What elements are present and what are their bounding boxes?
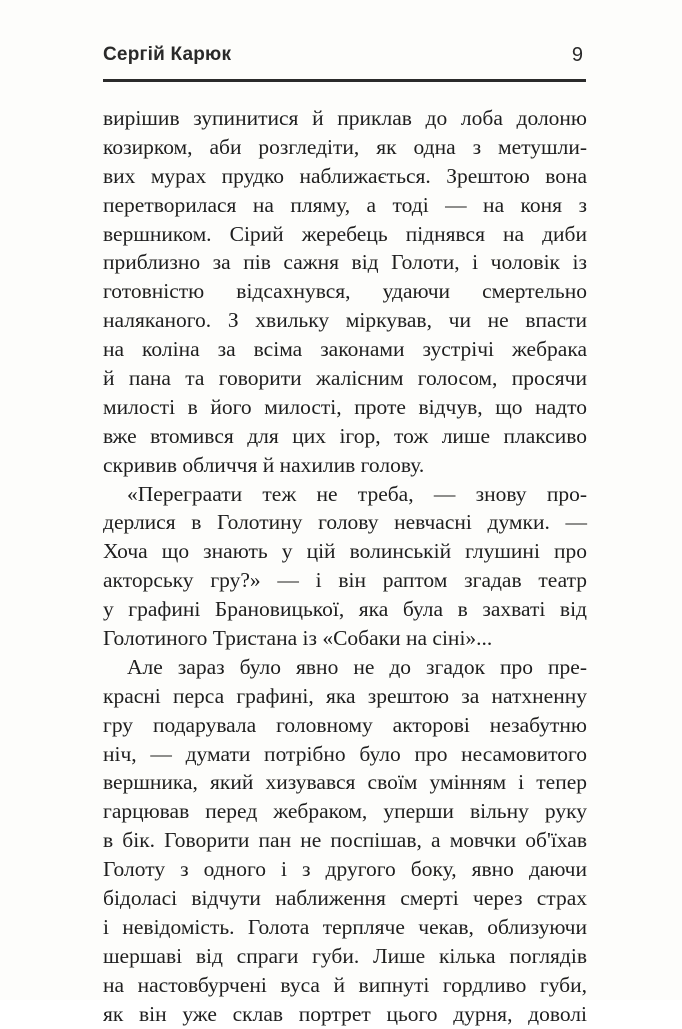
page-number: 9: [571, 44, 583, 66]
text-line: готовністю відсахнувся, удаючи смертельно: [103, 279, 587, 304]
text-line: вирішив зупинитися й приклав до лоба долоню: [103, 106, 587, 130]
text-line: бідоласі відчути наближення смерті через страх: [103, 886, 587, 911]
text-line: гарцював перед жебраком, уперши вільну руку: [103, 799, 587, 824]
text-line: козирком, аби розгледіти, як одна з метушли-: [103, 134, 587, 159]
body-text: [103, 104, 587, 1029]
text-line: Хоча що знають у цій волинській глушині про: [103, 539, 587, 564]
text-line: в бік. Говорити пан не поспішав, а мовчки об'їхав: [103, 828, 587, 853]
text-line: красні перса графині, яка зрештою за натхненну: [103, 683, 587, 708]
text-line: вих мурах прудко наближається. Зрештою вона: [103, 163, 587, 188]
text-line: й пана та говорити жалісним голосом, просячи: [103, 366, 587, 391]
header-rule: [103, 79, 586, 82]
paragraph: [103, 104, 587, 480]
text-line: акторську гру?» — і він раптом згадав театр: [103, 568, 587, 593]
text-line: милості в його милості, проте відчув, що надто: [103, 394, 587, 419]
text-line: шершаві від спраги губи. Лише кілька поглядів: [103, 943, 587, 968]
text-line: гру подарувала головному акторові незабутню: [103, 712, 587, 737]
text-line: вершника, який хизувався своїм умінням і тепер: [103, 770, 587, 795]
text-line: у графині Брановицької, яка була в захваті від: [103, 597, 587, 622]
text-line: «Переграати теж не треба, — знову про-: [127, 481, 587, 506]
text-line: наляканого. З хвильку міркував, чи не впасти: [103, 308, 587, 333]
text-line: ніч, — думати потрібно було про несамовитого: [103, 741, 587, 766]
text-line: скривив обличчя й нахилив голову.: [103, 452, 425, 477]
text-line: приблизно за пів сажня від Голоти, і чоловік із: [103, 250, 587, 275]
text-line: як він уже склав портрет цього дурня, доволі: [103, 1001, 587, 1026]
text-line: вершником. Сірий жеребець піднявся на диби: [103, 221, 587, 246]
paragraph: [103, 480, 587, 653]
text-line: перетворилася на пляму, а тоді — на коня з: [103, 192, 587, 217]
text-line: Голотиного Тристана із «Собаки на сіні»...: [103, 626, 493, 651]
text-line: вже втомився для цих ігор, тож лише плаксиво: [103, 423, 587, 448]
author-name: Сергій Карюк: [103, 44, 232, 65]
running-header: [103, 44, 583, 74]
text-line: на настовбурчені вуса й випнуті гордливо губи,: [103, 972, 587, 997]
paragraph: [103, 653, 587, 1029]
text-line: Голоту з одного і з другого боку, явно даючи: [103, 857, 587, 882]
text-line: дерлися в Голотину голову невчасні думки. —: [103, 510, 587, 535]
text-line: на коліна за всіма законами зустрічі жебрака: [103, 337, 587, 362]
text-line: Але зараз було явно не до згадок про пре-: [127, 654, 587, 679]
text-line: і невідомість. Голота терпляче чекав, облизуючи: [103, 914, 587, 939]
